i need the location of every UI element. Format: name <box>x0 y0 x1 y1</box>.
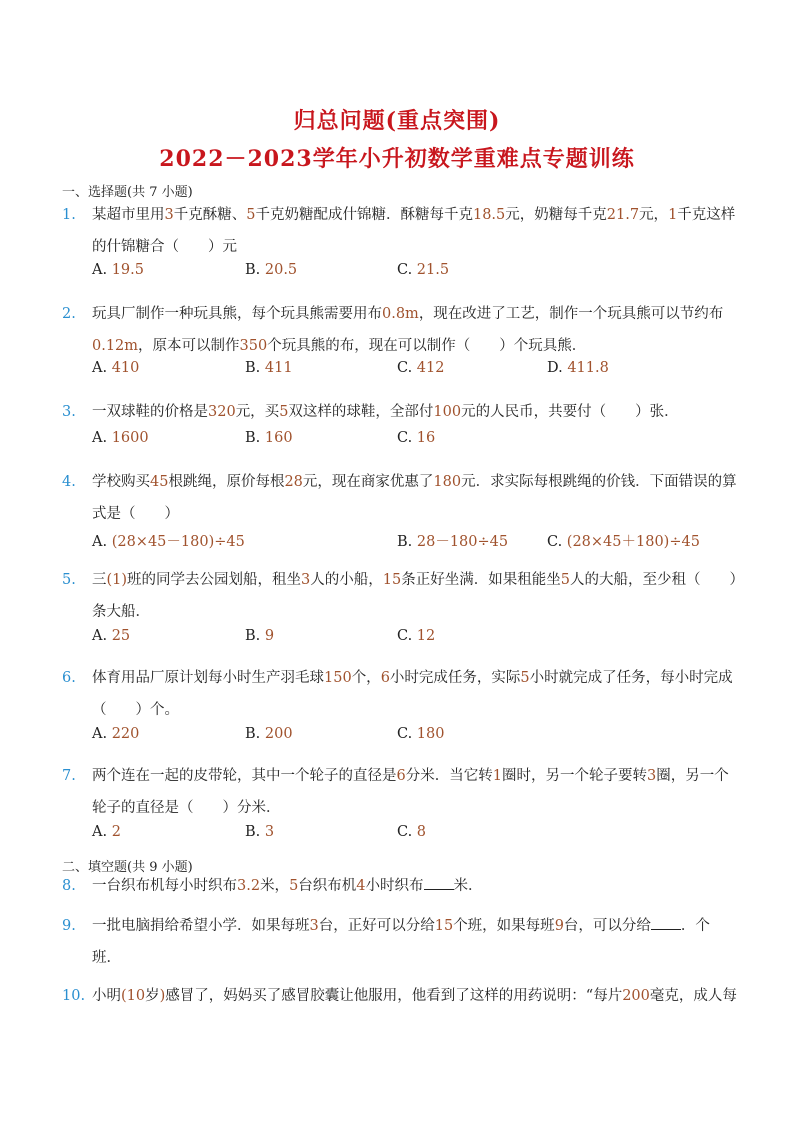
number-value: 21.7 <box>606 207 640 223</box>
question-text: 小时就完成了任务，每小时完成（ ）个。 <box>92 670 733 718</box>
option-d[interactable] <box>547 360 609 376</box>
section-fill-heading: 二、填空题(共 9 小题) <box>62 860 193 875</box>
question-number: 7. <box>62 768 76 784</box>
option-letter: C. <box>397 430 417 446</box>
question-number: 10. <box>62 988 86 1004</box>
option-c[interactable] <box>397 430 435 446</box>
number-value: (10 <box>121 988 146 1004</box>
option-b[interactable] <box>245 262 297 278</box>
option-letter: C. <box>397 726 417 742</box>
options-row <box>92 530 742 554</box>
number-value: 3 <box>309 918 319 934</box>
question-number: 8. <box>62 878 76 894</box>
number-value: 3.2 <box>237 878 261 894</box>
question-text: 元，奶糖每千克 <box>505 207 607 223</box>
option-letter: C. <box>397 262 417 278</box>
number-value: 5 <box>246 207 256 223</box>
question-6 <box>62 662 737 726</box>
option-value: 8 <box>416 824 427 840</box>
question-number: 4. <box>62 474 76 490</box>
option-value: 19.5 <box>111 262 144 278</box>
answer-blank[interactable] <box>651 915 681 930</box>
question-text: 感冒了，妈妈买了感冒胶囊让他服用，他看到了这样的用药说明：“每片 <box>165 988 623 1004</box>
options-row <box>92 262 742 286</box>
options-row <box>92 824 742 848</box>
option-value: 2 <box>111 824 121 840</box>
option-value: 1600 <box>111 430 149 446</box>
question-text: 小时织布 <box>365 878 424 894</box>
question-text: 小明 <box>92 988 121 1004</box>
option-letter: B. <box>245 262 265 278</box>
question-text: 个， <box>351 670 381 686</box>
question-text: 千克酥糖、 <box>173 207 247 223</box>
question-text: 元．求实际每根跳绳的价钱．下面错误的算式是（ ） <box>92 474 737 522</box>
number-value: (1) <box>106 572 128 588</box>
option-b[interactable] <box>245 726 293 742</box>
option-a[interactable] <box>92 824 121 840</box>
number-value: 18.5 <box>472 207 506 223</box>
question-text: 圈，另一个轮子的直径是（ ）分米． <box>92 768 729 816</box>
page-subtitle: 2022－2023学年小升初数学重难点专题训练 <box>159 146 635 172</box>
option-letter: C. <box>397 628 417 644</box>
option-c[interactable] <box>397 824 426 840</box>
question-stem <box>62 564 737 628</box>
question-stem <box>62 466 737 530</box>
number-value: 6 <box>380 670 390 686</box>
options-row <box>92 726 742 750</box>
number-value: 320 <box>208 404 236 420</box>
option-a[interactable] <box>92 530 245 551</box>
question-text: 人的大船，至少租（ ）条大船． <box>92 572 737 620</box>
question-text: 人的小船， <box>310 572 383 588</box>
option-letter: A. <box>92 824 112 840</box>
option-letter: B. <box>245 430 265 446</box>
fill-question-10 <box>62 980 737 1012</box>
question-text: 个班，如果每班 <box>453 918 555 934</box>
option-value: (28×45－180)÷45 <box>111 534 245 550</box>
option-value: 180 <box>416 726 445 742</box>
number-value: 180 <box>433 474 462 490</box>
question-text: 小时完成任务，实际 <box>389 670 521 686</box>
question-text: 一台织布机每小时织布 <box>92 878 237 894</box>
question-text: ，原本可以制作 <box>138 338 240 354</box>
question-text: 台，正好可以分给 <box>318 918 435 934</box>
question-3 <box>62 396 737 428</box>
number-value: 5 <box>520 670 530 686</box>
number-value: 3 <box>646 768 657 784</box>
question-stem <box>62 662 737 726</box>
option-letter: A. <box>92 534 112 550</box>
question-7 <box>62 760 737 824</box>
option-letter: B. <box>245 726 265 742</box>
question-text: 某超市里用 <box>92 207 165 223</box>
option-letter: A. <box>92 430 112 446</box>
option-value: 160 <box>264 430 293 446</box>
fill-question-8 <box>62 870 737 902</box>
question-text: 班的同学去公园划船，租坐 <box>127 572 302 588</box>
option-a[interactable] <box>92 430 149 446</box>
question-text: 元，现在商家优惠了 <box>302 474 434 490</box>
option-letter: C. <box>397 824 417 840</box>
question-text: 米， <box>260 878 290 894</box>
question-text: 千克这样的什锦糖合（ ）元 <box>92 207 736 255</box>
option-a[interactable] <box>92 262 144 278</box>
option-letter: D. <box>547 360 568 376</box>
option-value: 9 <box>264 628 275 644</box>
option-a[interactable] <box>92 726 139 742</box>
question-text: 台，可以分给 <box>563 918 651 934</box>
option-value: 25 <box>111 628 131 644</box>
question-text: 毫克，成人每 <box>649 988 737 1004</box>
option-letter: B. <box>397 534 417 550</box>
number-value: 350 <box>239 338 268 354</box>
question-text: 元的人民币，共要付（ ）张． <box>461 404 679 420</box>
number-value: 4 <box>356 878 366 894</box>
option-value: 28－180÷45 <box>416 534 509 550</box>
option-value: 411 <box>264 360 293 376</box>
option-value: 411.8 <box>567 360 609 376</box>
option-letter: A. <box>92 360 112 376</box>
number-value: 6 <box>396 768 406 784</box>
option-letter: A. <box>92 262 112 278</box>
question-text: 根跳绳，原价每根 <box>168 474 285 490</box>
option-c[interactable] <box>397 628 435 644</box>
number-value: 15 <box>434 918 454 934</box>
option-c[interactable] <box>397 726 444 742</box>
number-value: 100 <box>433 404 462 420</box>
question-2 <box>62 298 737 362</box>
question-text: 岁 <box>145 988 160 1004</box>
number-value: 1 <box>668 207 678 223</box>
question-stem <box>62 199 737 263</box>
question-text: 元， <box>639 207 669 223</box>
option-letter: A. <box>92 628 112 644</box>
question-number: 6. <box>62 670 76 686</box>
option-value: 200 <box>264 726 293 742</box>
number-value: 5 <box>279 404 289 420</box>
number-value: ) <box>159 988 166 1004</box>
page-title: 归总问题(重点突围) <box>293 108 501 134</box>
question-text: 一批电脑捐给希望小学．如果每班 <box>92 918 310 934</box>
question-text: 千克奶糖配成什锦糖．酥糖每千克 <box>255 207 473 223</box>
options-row <box>92 430 742 454</box>
question-text: 两个连在一起的皮带轮，其中一个轮子的直径是 <box>92 768 397 784</box>
number-value: 1 <box>492 768 502 784</box>
options-row <box>92 628 742 652</box>
option-value: 3 <box>264 824 275 840</box>
question-stem <box>62 396 737 428</box>
number-value: 45 <box>150 474 169 490</box>
question-4 <box>62 466 737 530</box>
option-letter: A. <box>92 726 112 742</box>
question-text: 三 <box>92 572 107 588</box>
question-stem <box>62 760 737 824</box>
option-value: 20.5 <box>264 262 298 278</box>
option-b[interactable] <box>245 628 274 644</box>
question-text: 元，买 <box>235 404 280 420</box>
number-value: 0.8m <box>382 306 419 322</box>
question-text: 米． <box>453 878 483 894</box>
question-number: 9. <box>62 918 76 934</box>
option-b[interactable] <box>397 530 508 551</box>
question-text: 双这样的球鞋，全部付 <box>288 404 434 420</box>
number-value: 5 <box>289 878 299 894</box>
number-value: 28 <box>284 474 303 490</box>
option-b[interactable] <box>245 360 293 376</box>
question-stem <box>62 980 737 1012</box>
number-value: 0.12m <box>92 338 139 354</box>
fill-question-9 <box>62 910 737 974</box>
question-text: 个玩具熊的布，现在可以制作（ ）个玩具熊． <box>267 338 587 354</box>
question-stem <box>62 910 737 974</box>
question-text: 体育用品厂原计划每小时生产羽毛球 <box>92 670 324 686</box>
options-row <box>92 360 742 384</box>
question-number: 3. <box>62 404 76 420</box>
option-value: 21.5 <box>416 262 450 278</box>
question-stem <box>62 870 737 902</box>
option-value: 410 <box>111 360 140 376</box>
question-text: ．个班． <box>92 918 710 966</box>
option-letter: B. <box>245 824 265 840</box>
question-text: ，现在改进了工艺，制作一个玩具熊可以节约布 <box>418 306 724 322</box>
option-c[interactable] <box>397 262 449 278</box>
option-b[interactable] <box>245 430 293 446</box>
question-1 <box>62 199 737 263</box>
option-c[interactable] <box>397 360 444 376</box>
answer-blank[interactable] <box>424 875 454 890</box>
question-text: 玩具厂制作一种玩具熊，每个玩具熊需要用布 <box>92 306 382 322</box>
option-letter: B. <box>245 628 265 644</box>
question-text: 条正好坐满．如果租能坐 <box>401 572 561 588</box>
option-letter: C. <box>397 360 417 376</box>
number-value: 150 <box>324 670 352 686</box>
question-5 <box>62 564 737 628</box>
question-text: 台织布机 <box>298 878 357 894</box>
option-a[interactable] <box>92 360 139 376</box>
number-value: 5 <box>560 572 570 588</box>
question-text: 学校购买 <box>92 474 150 490</box>
number-value: 3 <box>301 572 311 588</box>
option-value: 16 <box>416 430 436 446</box>
question-number: 2. <box>62 306 76 322</box>
option-value: 412 <box>416 360 445 376</box>
option-a[interactable] <box>92 628 130 644</box>
question-stem <box>62 298 737 362</box>
option-value: 220 <box>111 726 140 742</box>
option-letter: B. <box>245 360 265 376</box>
question-number: 5. <box>62 572 76 588</box>
option-letter: C. <box>547 534 567 550</box>
number-value: 200 <box>622 988 650 1004</box>
option-value: (28×45＋180)÷45 <box>566 534 700 550</box>
question-text: 一双球鞋的价格是 <box>92 404 208 420</box>
option-value: 12 <box>416 628 436 644</box>
number-value: 15 <box>382 572 402 588</box>
option-c[interactable] <box>547 530 700 551</box>
option-b[interactable] <box>245 824 274 840</box>
question-text: 分米．当它转 <box>405 768 493 784</box>
section-choice-heading: 一、选择题(共 7 小题) <box>62 185 193 200</box>
question-number: 1. <box>62 207 76 223</box>
number-value: 9 <box>554 918 564 934</box>
question-text: 圈时，另一个轮子要转 <box>501 768 647 784</box>
number-value: 3 <box>164 207 174 223</box>
